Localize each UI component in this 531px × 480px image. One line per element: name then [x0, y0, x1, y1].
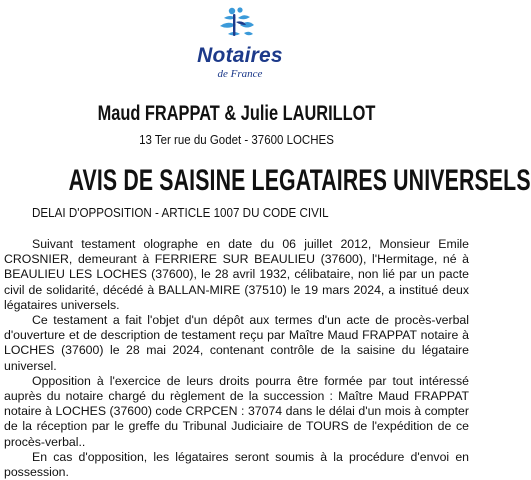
notary-address: 13 Ter rue du Godet - 37600 LOCHES	[139, 133, 334, 147]
notice-body	[4, 237, 469, 480]
notice-paragraph: Ce testament a fait l'objet d'un dépôt aux termes d'un acte de procès-verbal d'ouverture et de description de testament reçu par Maître Maud FRAPPAT notaire à LOCHES (37600) le 28 mai 2024, contenant contrôle de la saisine du légataire universel.	[4, 313, 469, 373]
notaires-logo	[170, 6, 310, 88]
notice-paragraph: Suivant testament olographe en date du 06 juillet 2012, Monsieur Emile CROSNIER, demeurant à FERRIERE SUR BEAULIEU (37600), l'Hermitage, né à BEAULIEU LES LOCHES (37600), le 28 avril 1932, célibataire, non lié par un pacte civil de solidarité, décédé à BALLAN-MIRE (37510) le 19 mars 2024, a institué deux légataires universels.	[4, 237, 469, 312]
notice-subtitle: DELAI D'OPPOSITION - ARTICLE 1007 DU CODE CIVIL	[32, 206, 329, 220]
notary-names: Maud FRAPPAT & Julie LAURILLOT	[97, 102, 376, 125]
logo-brand-text: Notaires	[197, 44, 283, 67]
notaires-emblem-icon	[210, 6, 270, 44]
logo-sub-text: de France	[217, 68, 263, 80]
notice-paragraph: Opposition à l'exercice de leurs droits pourra être formée par tout intéressé auprès du notaire chargé du règlement de la succession : Maître Maud FRAPPAT notaire à LOCHES (37600) code CRPCEN : 37074 dans le délai d'un mois à compter de la réception par le greffe du Tribunal Judiciaire de TOURS de l'expédition de ce procès-verbal..	[4, 373, 469, 449]
notice-paragraph: En cas d'opposition, les légataires seront soumis à la procédure d'envoi en possession.	[4, 449, 469, 480]
notice-title: AVIS DE SAISINE LEGATAIRES UNIVERSELS	[68, 164, 531, 197]
